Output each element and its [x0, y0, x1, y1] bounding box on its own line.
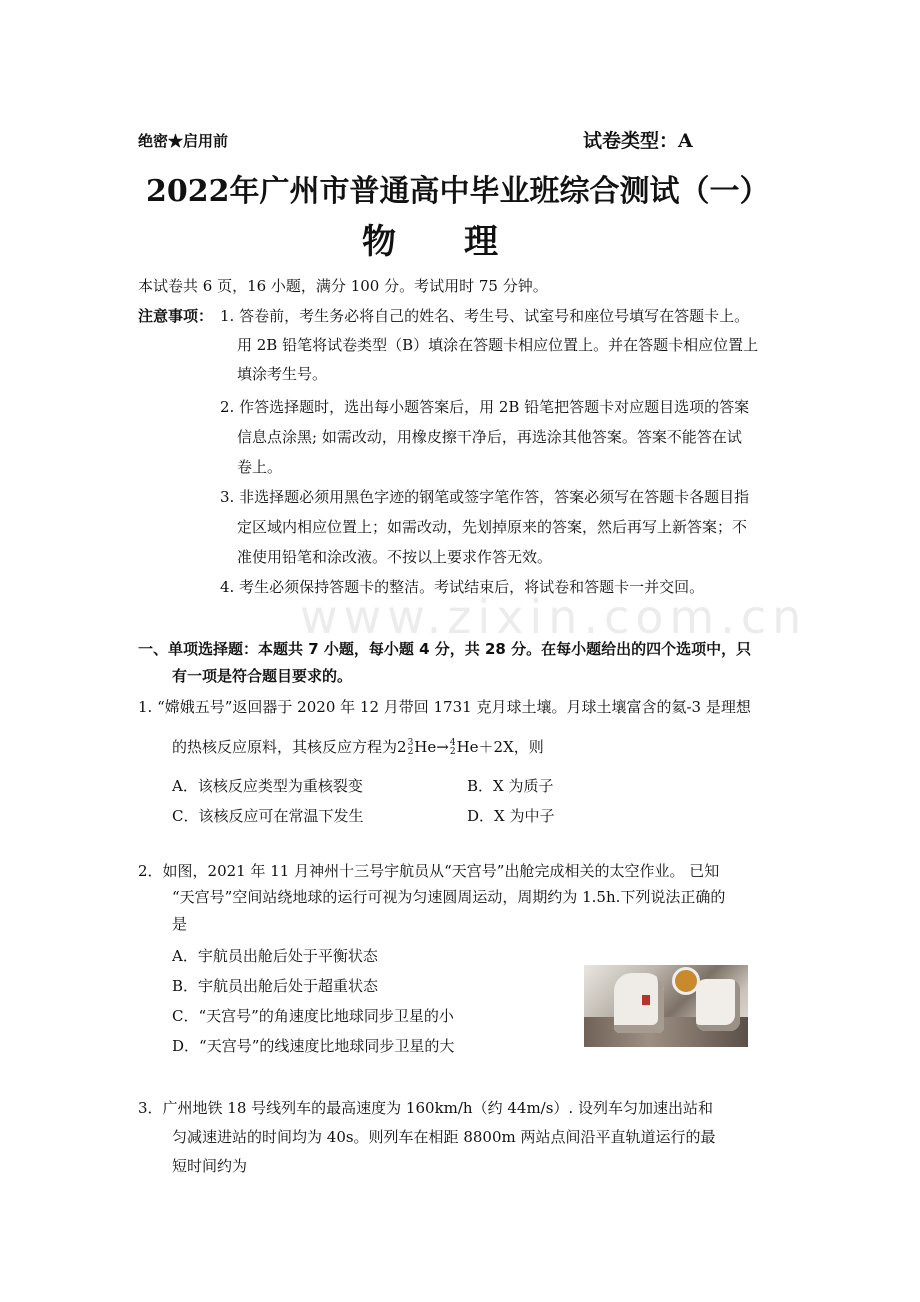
q2-text-cont: “天宫号”空间站绕地球的运行可视为匀速圆周运动，周期约为 1.5h.下列说法正确的 [172, 888, 726, 906]
q3-text-cont: 匀减速进站的时间均为 40s。则列车在相距 8800m 两站点间沿平直轨道运行的最 [172, 1128, 716, 1146]
q1-option-a[interactable]: A．该核反应类型为重核裂变 [172, 777, 363, 795]
eq-he-arrow: He→ [414, 738, 449, 756]
confidential-label: 绝密★启用前 [138, 132, 229, 150]
astronaut-figure [614, 973, 664, 1033]
q2-text: 2．如图，2021 年 11 月神州十三号宇航员从“天宫号”出舱完成相关的太空作业。 已知 [138, 862, 720, 880]
q3-text-cont: 短时间约为 [172, 1157, 248, 1175]
note-line: 填涂考生号。 [237, 365, 328, 383]
q1-option-c[interactable]: C．该核反应可在常温下发生 [172, 807, 364, 825]
astronaut-figure [696, 979, 740, 1031]
q2-text-cont: 是 [172, 915, 188, 933]
q2-option-a[interactable]: A．宇航员出舱后处于平衡状态 [172, 947, 378, 965]
note-line: 信息点涂黑; 如需改动，用橡皮擦干净后，再选涂其他答案。答案不能答在试 [237, 428, 742, 446]
eq-isotope-2: 4 2 [449, 738, 456, 757]
astronaut-photo [584, 965, 748, 1047]
paper-type-label: 试卷类型：A [583, 130, 693, 152]
subject-title: 物 理 [362, 222, 498, 262]
exam-title: 2022年广州市普通高中毕业班综合测试（一） [146, 174, 770, 209]
q1-text-post: ，则 [513, 738, 544, 756]
note-line: 准使用铅笔和涂改液。不按以上要求作答无效。 [237, 548, 553, 566]
q1-equation-line [172, 736, 544, 757]
q1-text-pre: 的热核反应原料，其核反应方程为 [172, 738, 398, 756]
note-line: 3. 非选择题必须用黑色字迹的钢笔或签字笔作答，答案必须写在答题卡各题目指 [220, 488, 750, 506]
q1-option-d[interactable]: D．X 为中子 [467, 807, 555, 825]
flag-patch [642, 995, 650, 1005]
q2-option-b[interactable]: B．宇航员出舱后处于超重状态 [172, 977, 379, 995]
eq-coef: 2 [397, 738, 407, 756]
q3-text: 3．广州地铁 18 号线列车的最高速度为 160km/h（约 44m/s）. 设列车匀加速出站和 [138, 1099, 713, 1117]
note-line: 用 2B 铅笔将试卷类型（B）填涂在答题卡相应位置上。并在答题卡相应位置上 [237, 336, 759, 354]
q2-option-c[interactable]: C．“天宫号”的角速度比地球同步卫星的小 [172, 1007, 454, 1025]
note-line: 卷上。 [237, 458, 283, 476]
watermark: www.zixin.com.cn [300, 590, 808, 644]
section-heading-cont: 有一项是符合题目要求的。 [172, 667, 353, 685]
note-line: 4. 考生必须保持答题卡的整洁。考试结束后，将试卷和答题卡一并交回。 [220, 578, 705, 596]
note-line: 定区域内相应位置上；如需改动，先划掉原来的答案，然后再写上新答案；不 [237, 518, 748, 536]
exam-intro: 本试卷共 6 页，16 小题，满分 100 分。考试用时 75 分钟。 [138, 277, 548, 295]
eq-he-products: He＋2X [456, 738, 514, 756]
q2-option-d[interactable]: D．“天宫号”的线速度比地球同步卫星的大 [172, 1037, 455, 1055]
eq-isotope-1: 3 2 [407, 738, 414, 757]
section-heading: 一、单项选择题：本题共 7 小题，每小题 4 分，共 28 分。在每小题给出的四个选项中，只 [138, 640, 752, 658]
q1-option-b[interactable]: B．X 为质子 [467, 777, 554, 795]
note-line: 1. 答卷前，考生务必将自己的姓名、考生号、试室号和座位号填写在答题卡上。 [220, 307, 750, 325]
q1-text: 1. “嫦娥五号”返回器于 2020 年 12 月带回 1731 克月球土壤。月球土壤富含的氦-3 是理想 [138, 698, 751, 716]
notes-label: 注意事项： [138, 307, 214, 325]
note-line: 2. 作答选择题时，选出每小题答案后，用 2B 铅笔把答题卡对应题目选项的答案 [220, 398, 750, 416]
